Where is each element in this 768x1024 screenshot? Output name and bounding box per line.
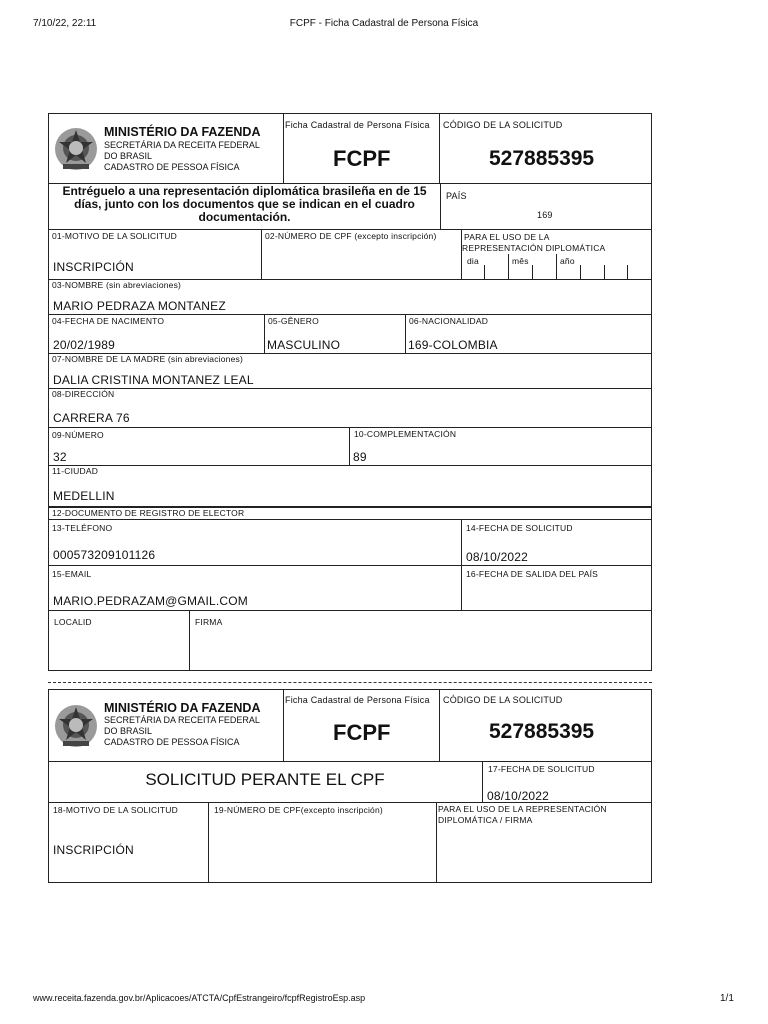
- f01-value: INSCRIPCIÓN: [53, 260, 134, 274]
- f05-label: 05-GÊNERO: [268, 316, 319, 326]
- cut-line: [48, 682, 652, 683]
- brazil-coat-of-arms-icon: [51, 124, 101, 174]
- f09-value: 32: [53, 450, 67, 464]
- secretariat-line-3: CADASTRO DE PESSOA FÍSICA: [104, 162, 240, 172]
- request-code: 527885395: [489, 147, 595, 170]
- ministry-title: MINISTÉRIO DA FAZENDA: [104, 125, 261, 139]
- f11-value: MEDELLIN: [53, 489, 115, 503]
- diplo-label-1: PARA EL USO DE LA: [464, 232, 550, 242]
- print-page-title: FCPF - Ficha Cadastral de Persona Física: [289, 18, 479, 29]
- f18-label: 18-MOTIVO DE LA SOLICITUD: [53, 805, 178, 815]
- f11-label: 11-CIUDAD: [52, 466, 99, 476]
- form-code: FCPF: [333, 720, 391, 745]
- f04-label: 04-FECHA DE NACIMENTO: [52, 316, 165, 326]
- diplo-dia: dia: [467, 256, 479, 266]
- f10-value: 89: [353, 450, 367, 464]
- receipt-diplo-label-1: PARA EL USO DE LA REPRESENTACIÓN: [438, 804, 607, 814]
- f14-label: 14-FECHA DE SOLICITUD: [466, 523, 573, 533]
- ministry-title: MINISTÉRIO DA FAZENDA: [104, 701, 261, 715]
- form-caption: Ficha Cadastral de Persona Física: [285, 120, 430, 130]
- country-label: PAÍS: [446, 191, 467, 201]
- f08-value: CARRERA 76: [53, 411, 130, 425]
- secretariat-line-1: SECRETÁRIA DA RECEITA FEDERAL: [104, 715, 260, 725]
- f15-label: 15-EMAIL: [52, 569, 92, 579]
- print-page-count: 1/1: [720, 993, 734, 1004]
- f03-label: 03-NOMBRE (sin abreviaciones): [52, 280, 182, 290]
- f01-label: 01-MOTIVO DE LA SOLICITUD: [52, 231, 177, 241]
- f15-value: MARIO.PEDRAZAM@GMAIL.COM: [53, 594, 248, 608]
- f02-label: 02-NÚMERO DE CPF (excepto inscripción): [265, 231, 437, 241]
- receipt-title: SOLICITUD PERANTE EL CPF: [145, 770, 385, 789]
- diplo-ano: año: [560, 256, 575, 266]
- notice-text: Entréguelo a una representación diplomática brasileña en de 15 días, junto con los documentos que se indican en el cuadro documentación.: [62, 184, 427, 224]
- f17-label: 17-FECHA DE SOLICITUD: [488, 764, 595, 774]
- secretariat-line-3: CADASTRO DE PESSOA FÍSICA: [104, 737, 240, 747]
- f05-value: MASCULINO: [267, 338, 341, 352]
- f06-label: 06-NACIONALIDAD: [409, 316, 489, 326]
- f03-value: MARIO PEDRAZA MONTANEZ: [53, 299, 226, 313]
- f07-value: DALIA CRISTINA MONTANEZ LEAL: [53, 373, 254, 387]
- print-datetime: 7/10/22, 22:11: [33, 18, 97, 29]
- request-code: 527885395: [489, 720, 595, 743]
- secretariat-line-2: DO BRASIL: [104, 726, 153, 736]
- diplo-label-2: REPRESENTACIÓN DIPLOMÁTICA: [462, 243, 606, 253]
- f12-label: 12-DOCUMENTO DE REGISTRO DE ELECTOR: [52, 508, 245, 518]
- request-code-label: CÓDIGO DE LA SOLICITUD: [443, 695, 563, 705]
- print-url: www.receita.fazenda.gov.br/Aplicacoes/ATCTA/CpfEstrangeiro/fcpfRegistroEsp.asp: [33, 993, 366, 1003]
- secretariat-line-1: SECRETÁRIA DA RECEITA FEDERAL: [104, 140, 260, 150]
- country-value: 169: [537, 210, 553, 220]
- receipt-diplo-label-2: DIPLOMÁTICA / FIRMA: [438, 815, 533, 825]
- localid-label: LOCALID: [54, 617, 92, 627]
- f06-value: 169-COLOMBIA: [408, 338, 498, 352]
- secretariat-line-2: DO BRASIL: [104, 151, 153, 161]
- form-code: FCPF: [333, 146, 391, 171]
- f16-label: 16-FECHA DE SALIDA DEL PAÍS: [466, 569, 599, 579]
- f18-value: INSCRIPCIÓN: [53, 843, 134, 857]
- request-code-label: CÓDIGO DE LA SOLICITUD: [443, 120, 563, 130]
- form-caption: Ficha Cadastral de Persona Física: [285, 695, 430, 705]
- f13-value: 000573209101126: [53, 548, 156, 562]
- diplo-mes: mês: [512, 256, 529, 266]
- f14-value: 08/10/2022: [466, 550, 529, 564]
- f04-value: 20/02/1989: [53, 338, 116, 352]
- f10-label: 10-COMPLEMENTACIÓN: [354, 429, 457, 439]
- f08-label: 08-DIRECCIÓN: [52, 389, 115, 399]
- f17-value: 08/10/2022: [487, 789, 550, 803]
- f07-label: 07-NOMBRE DE LA MADRE (sin abreviaciones): [52, 354, 244, 364]
- f09-label: 09-NÚMERO: [52, 430, 104, 440]
- brazil-coat-of-arms-icon: [51, 701, 101, 751]
- f13-label: 13-TELÉFONO: [52, 523, 113, 533]
- f19-label: 19-NÚMERO DE CPF(excepto inscripción): [214, 805, 383, 815]
- firma-label: FIRMA: [195, 617, 223, 627]
